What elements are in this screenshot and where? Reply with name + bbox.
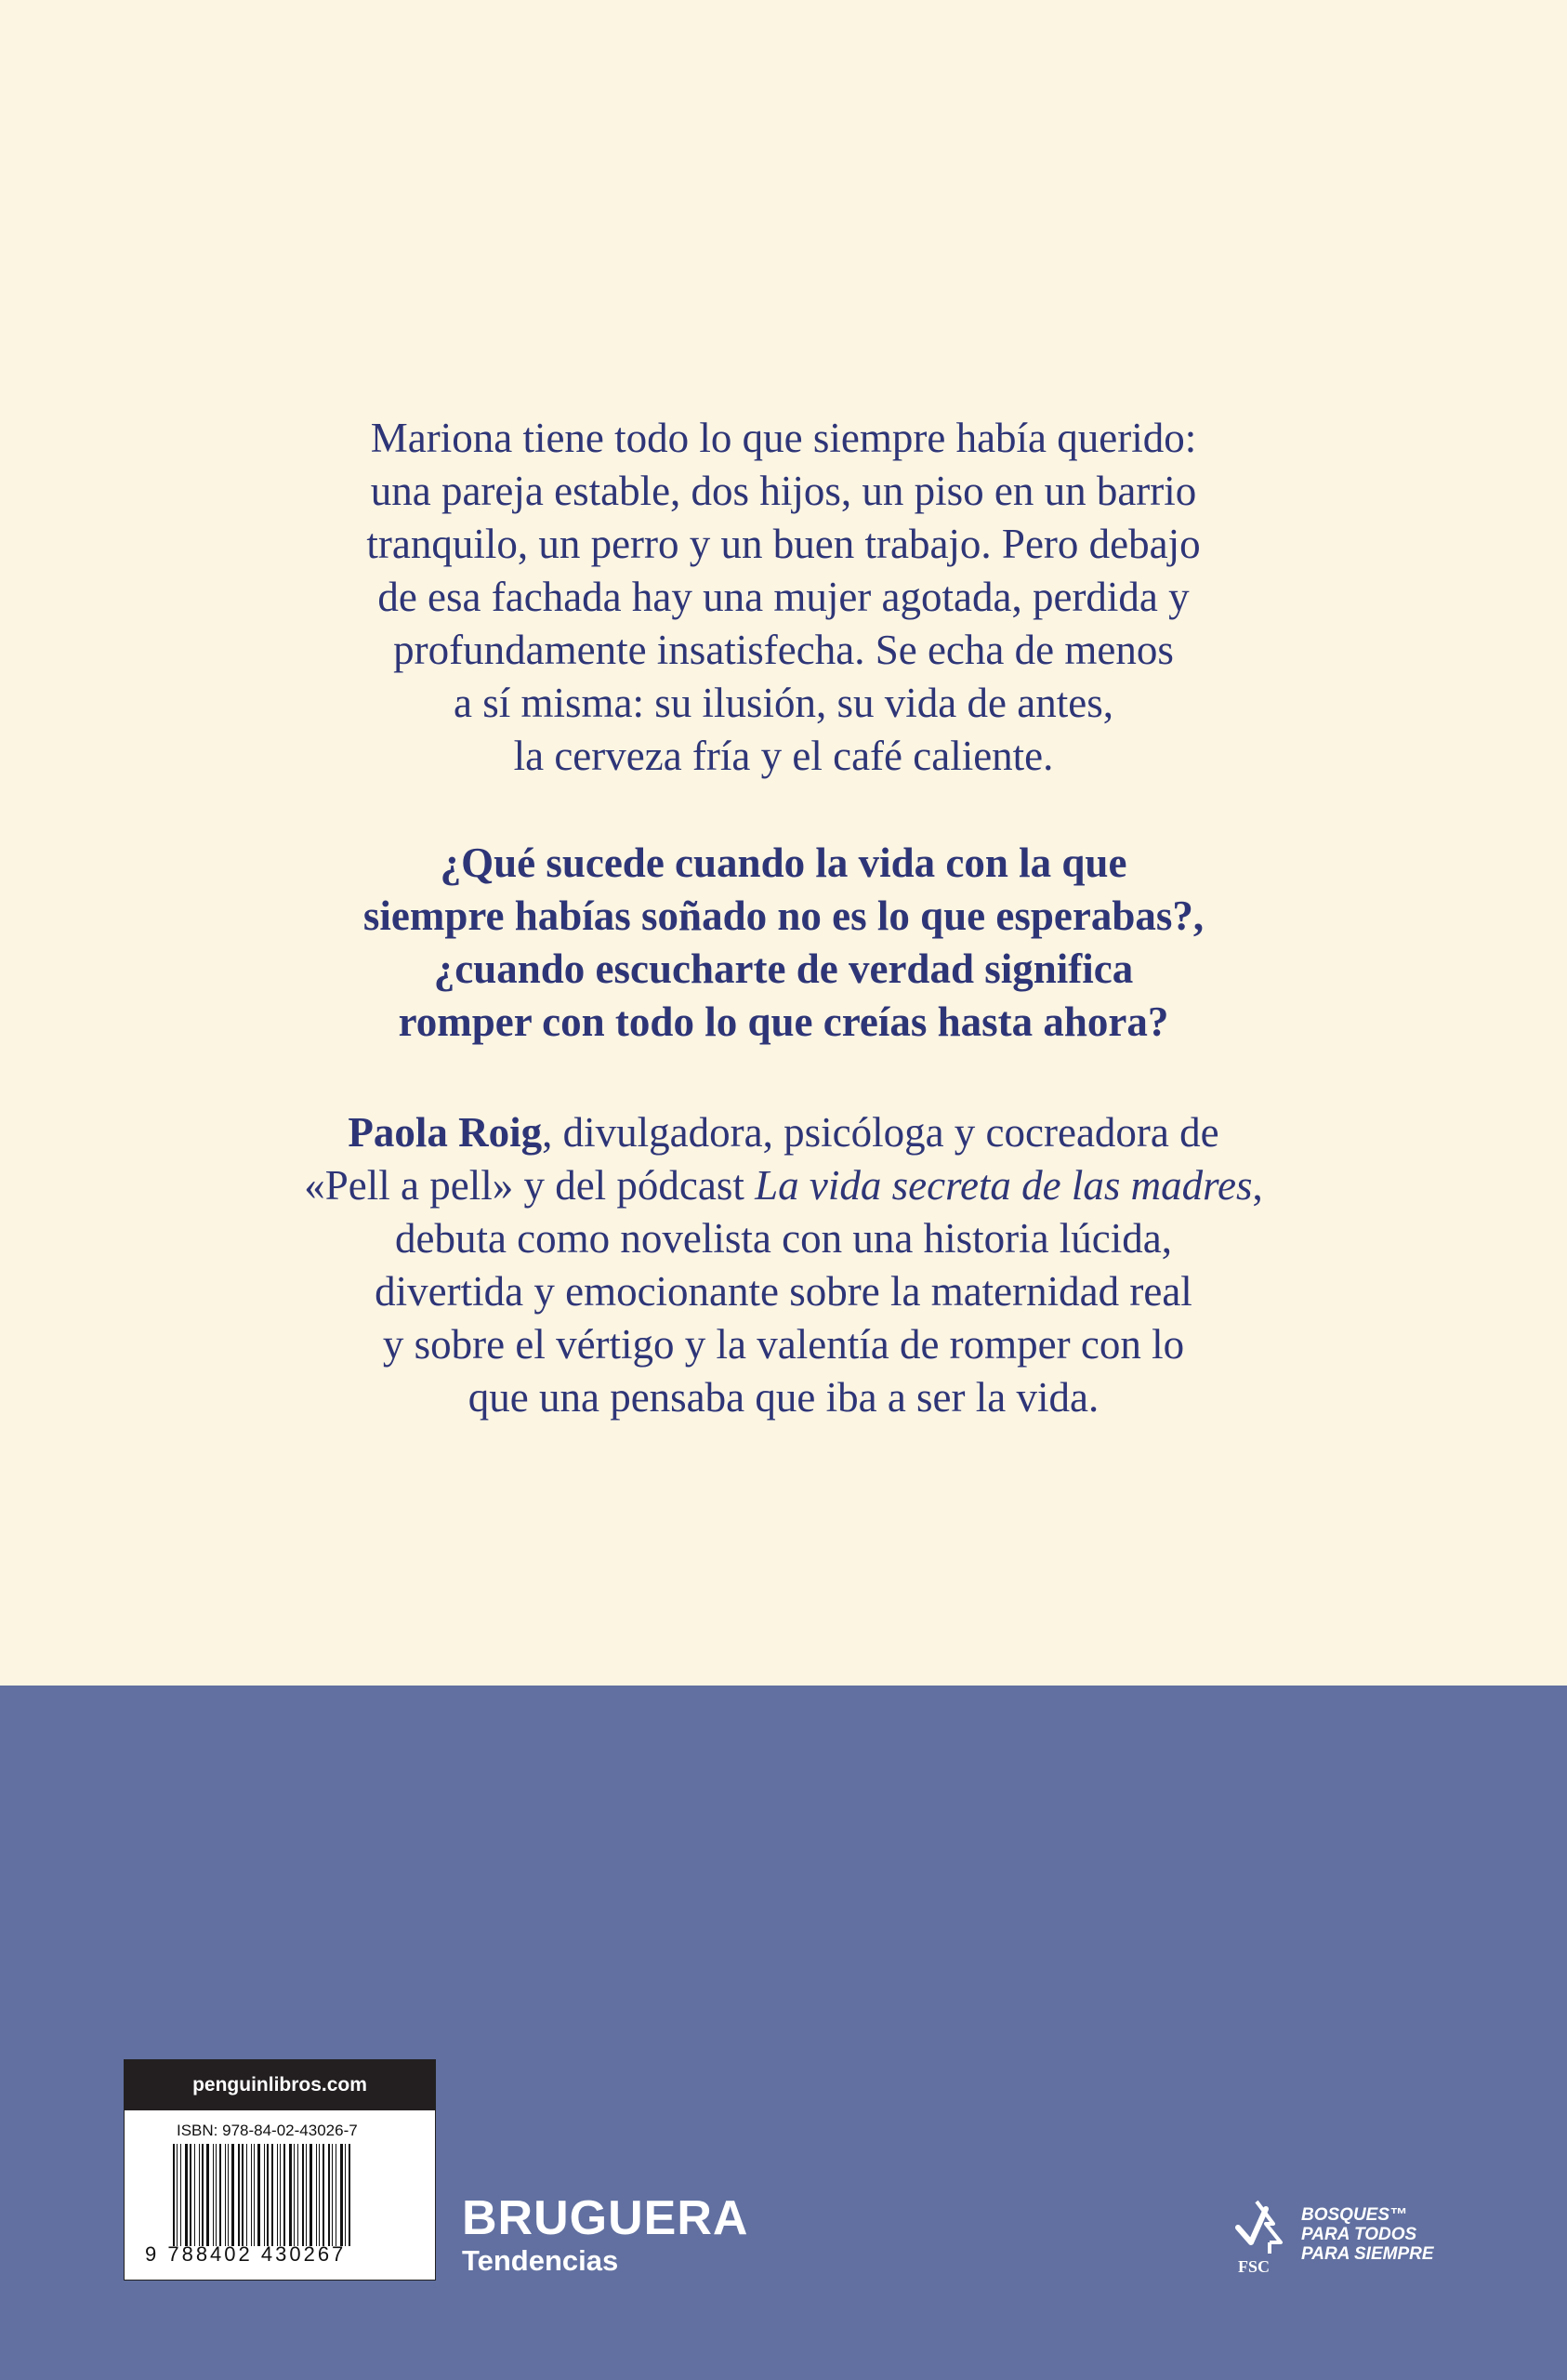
barcode-block	[124, 2059, 436, 2281]
barcode-bar	[177, 2144, 178, 2246]
barcode-bar	[225, 2144, 226, 2246]
barcode-bar	[283, 2144, 285, 2246]
barcode-bar	[349, 2144, 350, 2246]
podcast-title: La vida secreta de las madres	[755, 1162, 1253, 1209]
barcode-bar	[206, 2144, 209, 2246]
author-bio-line: divertida y emocionante sobre la maternidad real	[375, 1268, 1192, 1315]
barcode-bar	[316, 2144, 317, 2246]
barcode-bar	[199, 2144, 200, 2246]
barcode-bar	[228, 2144, 229, 2246]
barcode-bar	[180, 2144, 181, 2246]
synopsis-paragraph	[186, 412, 1381, 783]
barcode-bars	[173, 2144, 405, 2246]
barcode-bar	[271, 2144, 273, 2246]
barcode-bar	[194, 2144, 195, 2246]
barcode-bar	[340, 2144, 343, 2246]
fsc-slogan-line: BOSQUES™	[1301, 2205, 1408, 2225]
author-bio-line: debuta como novelista con una historia lúcida,	[394, 1215, 1172, 1262]
synopsis-line: tranquilo, un perro y un buen trabajo. Pero debajo	[366, 521, 1201, 567]
fsc-slogan	[1301, 2205, 1434, 2264]
author-bio-line	[186, 1159, 1381, 1212]
barcode-bar	[297, 2144, 298, 2246]
author-bio-text: «Pell a pell» y del pódcast	[304, 1162, 756, 1209]
fsc-tree-check-icon	[1229, 2196, 1296, 2257]
barcode-bar	[202, 2144, 204, 2246]
publisher-imprint: Tendencias	[462, 2244, 619, 2277]
barcode-bar	[219, 2144, 221, 2246]
barcode-bar	[306, 2144, 307, 2246]
author-bio-line: que una pensaba que iba a ser la vida.	[467, 1374, 1100, 1421]
barcode-bar	[319, 2144, 320, 2246]
author-bio-line	[186, 1106, 1381, 1159]
barcode-bar	[264, 2144, 265, 2246]
barcode-bar	[257, 2144, 260, 2246]
question-line: romper con todo lo que creías hasta ahora?	[398, 998, 1169, 1045]
barcode-bar	[294, 2144, 295, 2246]
barcode-bar	[173, 2144, 175, 2246]
barcode-bar	[185, 2144, 188, 2246]
author-bio-line: y sobre el vértigo y la valentía de romper con lo	[382, 1321, 1185, 1368]
barcode-bar	[216, 2144, 217, 2246]
question-line: ¿cuando escucharte de verdad significa	[433, 945, 1134, 992]
barcode-bar	[289, 2144, 292, 2246]
publisher-logo	[462, 2192, 748, 2278]
barcode-bar	[328, 2144, 330, 2246]
author-bio-text: , divulgadora, psicóloga y cocreadora de	[542, 1109, 1219, 1156]
barcode-bar	[251, 2144, 252, 2246]
barcode-bar	[332, 2144, 333, 2246]
barcode-bar	[277, 2144, 278, 2246]
barcode-digits: 9 788402 430267	[145, 2242, 347, 2266]
barcode-bar	[213, 2144, 214, 2246]
barcode-bar	[231, 2144, 234, 2246]
isbn-label: ISBN: 978-84-02-43026-7	[177, 2122, 358, 2139]
barcode-bar	[242, 2144, 244, 2246]
question-line: ¿Qué sucede cuando la vida con la que	[440, 840, 1127, 886]
barcode-bar	[302, 2144, 304, 2246]
barcode-bar	[280, 2144, 281, 2246]
author-bio-paragraph	[186, 1106, 1381, 1424]
website-label: penguinlibros.com	[125, 2060, 435, 2110]
fsc-slogan-line: PARA SIEMPRE	[1301, 2244, 1434, 2264]
synopsis-line: una pareja estable, dos hijos, un piso en un barrio	[370, 468, 1197, 514]
barcode-bar	[345, 2144, 346, 2246]
barcode-bar	[246, 2144, 247, 2246]
author-bio-text: ,	[1252, 1162, 1263, 1209]
question-line: siempre habías soñado no es lo que esperabas?,	[362, 892, 1205, 939]
barcode-bar	[238, 2144, 240, 2246]
synopsis-line: la cerveza fría y el café caliente.	[513, 733, 1054, 779]
synopsis-line: profundamente insatisfecha. Se echa de menos	[393, 627, 1174, 673]
fsc-logo	[1229, 2196, 1452, 2280]
synopsis-line: Mariona tiene todo lo que siempre había querido:	[370, 415, 1197, 461]
fsc-slogan-line: PARA TODOS	[1301, 2225, 1417, 2244]
author-name: Paola Roig	[348, 1109, 543, 1156]
barcode-bar	[323, 2144, 324, 2246]
question-paragraph	[186, 837, 1381, 1049]
barcode-bar	[254, 2144, 255, 2246]
barcode-bar	[309, 2144, 312, 2246]
publisher-name: BRUGUERA	[462, 2191, 749, 2245]
fsc-label: FSC	[1238, 2257, 1271, 2276]
synopsis-line: a sí misma: su ilusión, su vida de antes,	[454, 680, 1113, 726]
barcode-bar	[267, 2144, 269, 2246]
synopsis-line: de esa fachada hay una mujer agotada, perdida y	[377, 574, 1190, 620]
barcode-bar	[190, 2144, 191, 2246]
